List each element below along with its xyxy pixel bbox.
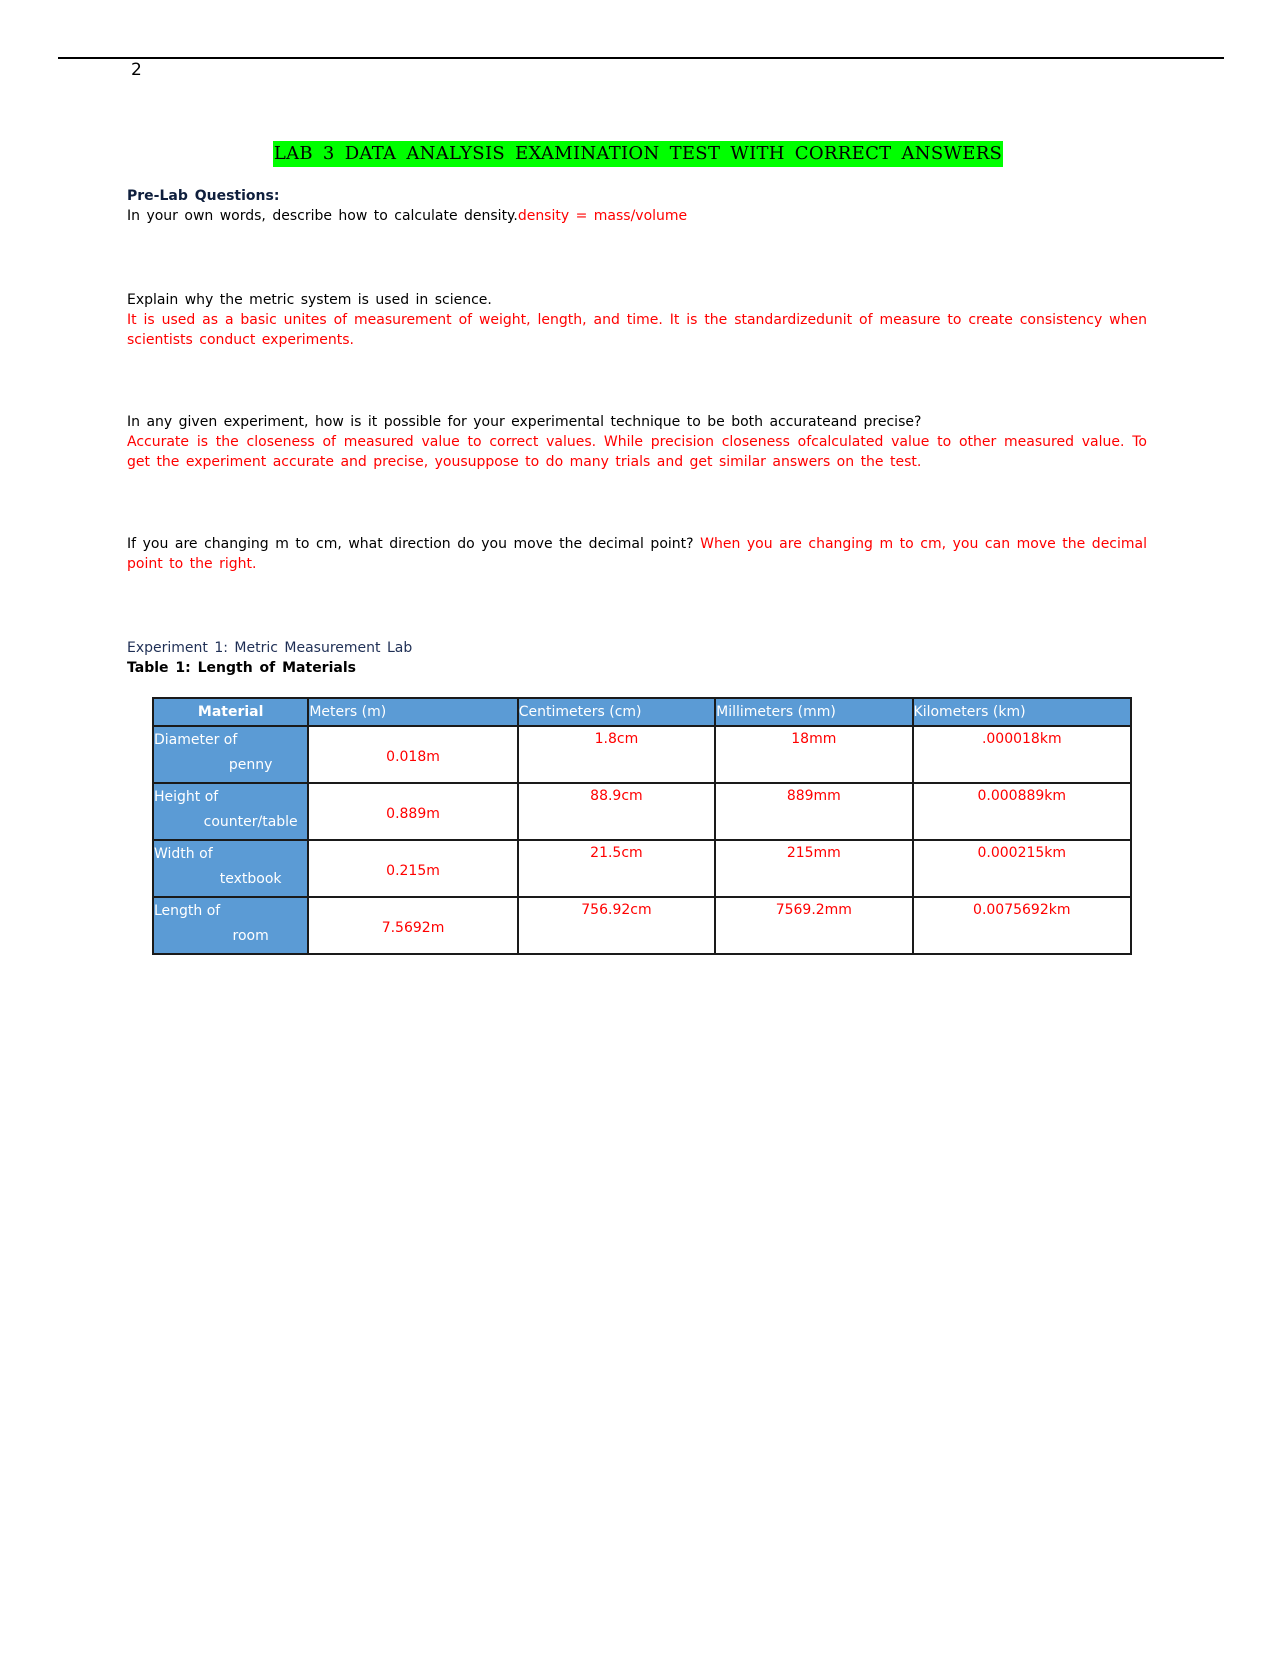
table-row (153, 783, 1131, 840)
meters-cell: 0.889m (308, 783, 517, 840)
table-row (153, 897, 1131, 954)
question-2-text: Explain why the metric system is used in science. (127, 292, 492, 308)
kilometers-cell: 0.000215km (913, 840, 1131, 897)
experiment-title: Experiment 1: Metric Measurement Lab (127, 640, 413, 656)
centimeters-cell: 1.8cm (518, 726, 715, 783)
kilometers-cell: .000018km (913, 726, 1131, 783)
answer-2: It is used as a basic unites of measurement of weight, length, and time. It is the standardizedunit of measure to create consistency when scientists conduct experiments. (127, 312, 1147, 348)
header-material: Material (153, 698, 308, 726)
header-kilometers: Kilometers (km) (913, 698, 1131, 726)
page-number: 2 (131, 60, 142, 80)
question-3-text: In any given experiment, how is it possible for your experimental technique to be both accurateand precise? (127, 414, 922, 430)
question-1-text: In your own words, describe how to calculate density. (127, 208, 518, 224)
table-caption: Table 1: Length of Materials (127, 660, 356, 676)
table-row (153, 840, 1131, 897)
header-millimeters: Millimeters (mm) (715, 698, 912, 726)
material-label: room (232, 928, 269, 944)
material-cell (153, 726, 308, 783)
centimeters-cell: 756.92cm (518, 897, 715, 954)
prelab-block (127, 186, 1147, 226)
material-cell (153, 840, 308, 897)
header-centimeters: Centimeters (cm) (518, 698, 715, 726)
meters-cell: 0.018m (308, 726, 517, 783)
material-cell (153, 897, 308, 954)
header-meters: Meters (m) (308, 698, 517, 726)
header-rule (58, 57, 1224, 59)
table-header-row (153, 698, 1131, 726)
meters-cell: 0.215m (308, 840, 517, 897)
question-4-text: If you are changing m to cm, what direction do you move the decimal point? (127, 536, 694, 552)
answer-3: Accurate is the closeness of measured value to correct values. While precision closeness ofcalculated value to other measured value. To get the experiment accurate and precise, yousuppose to do many trials and get similar answers on the test. (127, 434, 1147, 470)
document-title: LAB 3 DATA ANALYSIS EXAMINATION TEST WITH CORRECT ANSWERS (273, 141, 1003, 167)
question-3-block (127, 412, 1147, 472)
material-label: textbook (219, 871, 282, 887)
meters-cell: 7.5692m (308, 897, 517, 954)
millimeters-cell: 889mm (715, 783, 912, 840)
millimeters-cell: 18mm (715, 726, 912, 783)
material-cell (153, 783, 308, 840)
material-label: penny (228, 757, 273, 773)
length-of-materials-table (152, 697, 1132, 955)
kilometers-cell: 0.0075692km (913, 897, 1131, 954)
material-label: Length of (154, 903, 221, 919)
question-1 (127, 206, 1147, 226)
question-4-block (127, 534, 1147, 574)
centimeters-cell: 88.9cm (518, 783, 715, 840)
question-2-block (127, 290, 1147, 350)
material-label: Height of (154, 789, 219, 805)
prelab-heading: Pre-Lab Questions: (127, 188, 280, 204)
material-label: counter/table (203, 814, 298, 830)
answer-1: density = mass/volume (517, 208, 688, 224)
material-label: Diameter of (154, 732, 238, 748)
millimeters-cell: 7569.2mm (715, 897, 912, 954)
experiment-block (127, 638, 1147, 678)
centimeters-cell: 21.5cm (518, 840, 715, 897)
table-row (153, 726, 1131, 783)
kilometers-cell: 0.000889km (913, 783, 1131, 840)
answer-4: When you are changing m to cm, you can move the decimal point to the right. (127, 536, 1148, 572)
millimeters-cell: 215mm (715, 840, 912, 897)
material-label: Width of (154, 846, 213, 862)
